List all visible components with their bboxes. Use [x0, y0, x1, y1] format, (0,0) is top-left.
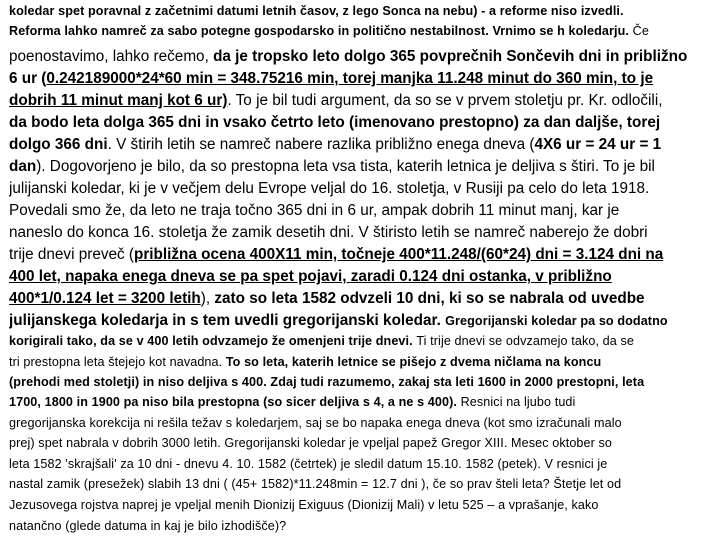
text-segment: julijanskega koledarja in s tem uvedli gregorijanski koledar. [9, 312, 446, 329]
text-segment: nastal zamik (presežek) slabih 13 dni ( (45+ 1582)*11.248min = 12.7 dni ), če so prav šteli leta? Štetje let od [9, 477, 622, 491]
text-segment: . To je bil tudi argument, da so se v prvem stoletju pr. Kr. odločili, [227, 92, 663, 109]
text-segment: 400 let, napaka enega dneva se pa spet pojavi, zaradi 0.124 dni ostanka, v približno [9, 268, 612, 285]
text-segment: Resnici na ljubo tudi [460, 395, 576, 409]
text-segment: 4X6 ur = 24 ur = 1 [534, 136, 662, 153]
text-line-2 [9, 22, 714, 40]
text-segment: dolgo 366 dni [9, 136, 108, 153]
text-segment: 400*1/0.124 let = 3200 letih [9, 290, 201, 307]
text-segment: ), [200, 290, 215, 307]
text-segment: natančno (glede datuma in kaj je bilo izhodišče)? [9, 519, 287, 533]
text-segment: da je tropsko leto dolgo 365 povprečnih Sončevih dni in približno [213, 48, 688, 65]
text-line-4 [9, 68, 714, 90]
text-segment: To so leta, katerih letnice se pišejo z dvema ničlama na koncu [225, 355, 602, 369]
text-segment: Reforma lahko namreč za sabo potegne gospodarsko in politično nestabilnost. Vrnimo se h koledarju. [9, 24, 633, 38]
text-line-12 [9, 244, 714, 266]
text-line-18 [9, 373, 714, 391]
text-segment: dan [9, 158, 37, 175]
text-line-19 [9, 393, 714, 411]
text-line-17 [9, 353, 714, 371]
text-segment: trije dnevi preveč ( [9, 246, 134, 263]
text-line-16 [9, 332, 714, 350]
text-line-25 [9, 517, 714, 535]
text-line-1 [9, 2, 714, 20]
text-segment: julijanski koledar, ki je v večjem delu Evrope veljal do 16. stoletja, v Rusiji pa celo do leta 1918. [9, 180, 650, 197]
text-segment: naneslo do konca 16. stoletja že zamik desetih dni. V štiristo letih se namreč naberejo že dobri [9, 224, 648, 241]
text-line-6 [9, 112, 714, 134]
text-segment: tri prestopna leta štejejo kot navadna. [9, 355, 226, 369]
text-line-23 [9, 475, 714, 493]
text-line-21 [9, 434, 714, 452]
text-segment: korigirali tako, da se v 400 letih odvzamejo že omenjeni trije dnevi. [9, 334, 417, 348]
text-segment: ). Dogovorjeno je bilo, da so prestopna leta vsa tista, katerih letnica je deljiva s štiri. To je bil [36, 158, 655, 175]
text-segment: (prehodi med stoletji) in niso deljiva s 400. Zdaj tudi razumemo, zakaj sta leti 1600 in 2000 prestopni, leta [9, 375, 645, 389]
text-line-15 [9, 310, 714, 332]
text-segment: da bodo leta dolga 365 dni in vsako četrto leto (imenovano prestopno) za dan daljše, torej [9, 114, 661, 131]
text-line-8 [9, 156, 714, 178]
text-segment: 0.242189000*24*60 min = 348.75216 min, torej manjka 11.248 minut do 360 min, to je [46, 70, 654, 87]
text-line-22 [9, 455, 714, 473]
text-segment: Gregorijanski koledar pa so dodatno [445, 314, 668, 328]
text-segment: približna ocena 400X11 min, točneje 400*11.248/(60*24) dni = 3.124 dni na [133, 246, 664, 263]
text-line-10 [9, 200, 714, 222]
text-line-9 [9, 178, 714, 200]
text-line-3 [9, 46, 714, 68]
text-segment: 6 ur ( [9, 70, 47, 87]
text-line-5 [9, 90, 714, 112]
text-segment: Povedali smo že, da leto ne traja točno 365 dni in 6 ur, ampak dobrih 11 minut manj, kar je [9, 202, 620, 219]
text-line-14 [9, 288, 714, 310]
text-segment: poenostavimo, lahko rečemo, [9, 48, 214, 65]
text-segment: 1700, 1800 in 1900 pa niso bila prestopna (so sicer deljiva s 4, a ne s 400). [9, 395, 461, 409]
text-segment: dobrih 11 minut manj kot 6 ur) [9, 92, 228, 109]
text-line-24 [9, 496, 714, 514]
text-segment: prej) spet nabrala v dobrih 3000 letih. Gregorijanski koledar je vpeljal papež Gregor XIII. Mesec oktober so [9, 436, 613, 450]
text-segment: zato so leta 1582 odvzeli 10 dni, ki so se nabrala od uvedbe [214, 290, 645, 307]
text-segment: Če [632, 24, 649, 38]
text-segment: koledar spet poravnal z začetnimi datumi letnih časov, z lego Sonca na nebu) - a reforme niso izvedli. [9, 4, 624, 18]
text-segment: . V štirih letih se namreč nabere razlika približno enega dneva ( [107, 136, 535, 153]
text-segment: leta 1582 'skrajšali' za 10 dni - dnevu 4. 10. 1582 (četrtek) je sledil datum 15.10. 1582 (petek). V resnici je [9, 457, 608, 471]
text-line-7 [9, 134, 714, 156]
text-segment: gregorijanska korekcija ni rešila težav s koledarjem, saj se bo napaka enega dneva (kot smo izračunali malo [9, 416, 622, 430]
text-segment: Jezusovega rojstva naprej je vpeljal menih Dionizij Exiguus (Dionizij Mali) v letu 525 – a vprašanje, kako [9, 498, 599, 512]
text-line-13 [9, 266, 714, 288]
text-segment: Ti trije dnevi se odvzamejo tako, da se [416, 334, 634, 348]
text-line-20 [9, 414, 714, 432]
text-line-11 [9, 222, 714, 244]
